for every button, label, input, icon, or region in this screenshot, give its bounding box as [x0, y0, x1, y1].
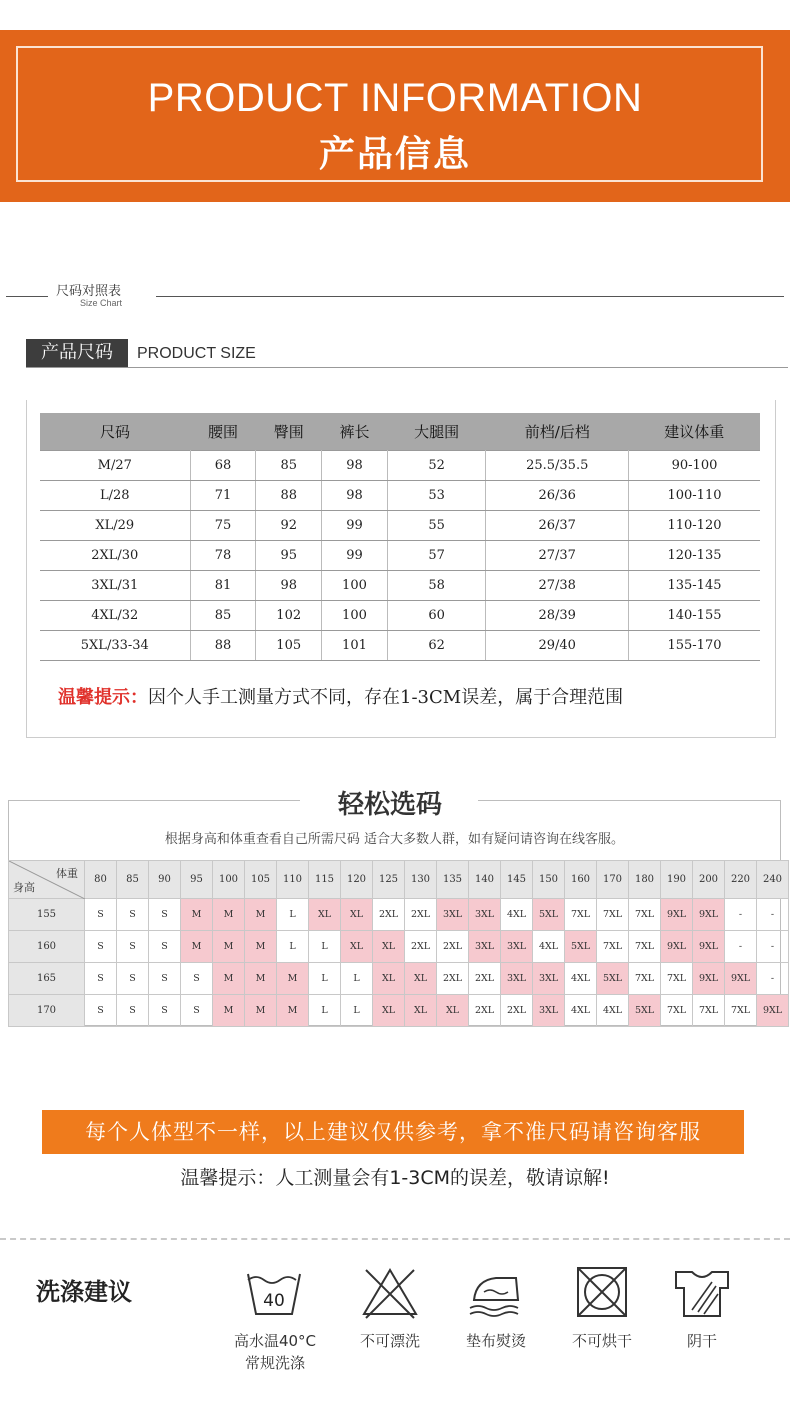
size-recommendation-cell: S — [85, 963, 117, 995]
size-table-cell: 95 — [256, 540, 322, 570]
size-recommendation-cell: 3XL — [437, 899, 469, 931]
size-recommendation-cell: S — [117, 995, 149, 1027]
size-recommendation-cell: 7XL — [597, 899, 629, 931]
wash-label-40 — [220, 1330, 330, 1374]
size-table-cell: 71 — [190, 480, 256, 510]
divider — [156, 296, 784, 297]
size-recommendation-cell: M — [181, 931, 213, 963]
table-row — [9, 931, 789, 963]
size-recommendation-cell: S — [181, 963, 213, 995]
weight-header-cell: 170 — [597, 861, 629, 899]
size-recommendation-cell: 3XL — [469, 899, 501, 931]
wash-label-no-dry: 不可烘干 — [571, 1332, 632, 1350]
size-recommendation-cell: S — [117, 931, 149, 963]
size-recommendation-cell: 2XL — [469, 963, 501, 995]
wash-label-line2: 常规洗涤 — [244, 1354, 305, 1372]
no-tumble-dry-icon — [572, 1264, 632, 1320]
size-recommendation-cell: 5XL — [533, 899, 565, 931]
table-row — [40, 510, 760, 540]
size-recommendation-cell: 5XL — [629, 995, 661, 1027]
size-recommendation-cell: 4XL — [533, 931, 565, 963]
size-table-header-cell: 尺码 — [40, 413, 190, 450]
product-size-label: 产品尺码 — [26, 339, 128, 367]
corner-height-label: 身高 — [13, 881, 35, 894]
size-table-cell: 98 — [322, 480, 388, 510]
wash-40-icon — [244, 1264, 304, 1320]
weight-header-cell: 80 — [85, 861, 117, 899]
size-recommendation-cell: S — [149, 995, 181, 1027]
easy-pick-description: 根据身高和体重查看自己所需尺码 适合大多数人群，如有疑问请咨询在线客服。 — [164, 832, 625, 847]
weight-header-cell: 100 — [213, 861, 245, 899]
height-header-cell: 170 — [9, 995, 85, 1027]
size-recommendation-cell: S — [181, 995, 213, 1027]
size-table-cell: 88 — [256, 480, 322, 510]
size-recommendation-cell: L — [309, 995, 341, 1027]
size-recommendation-cell: - — [725, 899, 757, 931]
size-recommendation-cell: M — [181, 899, 213, 931]
size-table-cell: 88 — [190, 630, 256, 660]
size-table-cell: 27/37 — [486, 540, 629, 570]
size-table-cell: 100 — [322, 600, 388, 630]
size-table-cell: 75 — [190, 510, 256, 540]
size-table-cell: 135-145 — [628, 570, 760, 600]
wash-label-line1: 高水温40°C — [233, 1332, 317, 1350]
size-table-header-cell: 裤长 — [322, 413, 388, 450]
size-table-cell: 100-110 — [628, 480, 760, 510]
washing-title: 洗涤建议 — [36, 1278, 132, 1306]
size-recommendation-cell: 3XL — [501, 963, 533, 995]
easy-pick-table — [8, 860, 789, 1027]
divider — [26, 367, 788, 368]
size-table-cell: 53 — [387, 480, 486, 510]
size-recommendation-cell: - — [757, 899, 789, 931]
wash-label-iron: 垫布熨烫 — [465, 1332, 526, 1350]
weight-header-row — [9, 861, 789, 899]
wash-label-shade-dry: 阴干 — [686, 1332, 717, 1350]
size-recommendation-cell: S — [149, 899, 181, 931]
size-table-cell: 25.5/35.5 — [486, 450, 629, 480]
size-table-cell: 98 — [256, 570, 322, 600]
size-recommendation-cell: 7XL — [693, 995, 725, 1027]
size-recommendation-cell: 3XL — [469, 931, 501, 963]
iron-with-cloth-icon — [466, 1264, 526, 1320]
weight-header-cell: 135 — [437, 861, 469, 899]
size-recommendation-cell: 7XL — [661, 995, 693, 1027]
size-recommendation-cell: L — [341, 963, 373, 995]
weight-header-cell: 160 — [565, 861, 597, 899]
size-recommendation-cell: XL — [373, 931, 405, 963]
notice-bar: 每个人体型不一样，以上建议仅供参考，拿不准尺码请咨询客服 — [42, 1110, 744, 1154]
size-table-cell: 5XL/33-34 — [40, 630, 190, 660]
size-table-cell: 27/38 — [486, 570, 629, 600]
size-recommendation-cell: S — [85, 931, 117, 963]
size-table-cell: 99 — [322, 510, 388, 540]
size-table-cell: 101 — [322, 630, 388, 660]
size-recommendation-cell: XL — [373, 995, 405, 1027]
table-row — [40, 480, 760, 510]
size-table-cell: 26/36 — [486, 480, 629, 510]
weight-header-cell: 120 — [341, 861, 373, 899]
dry-in-shade-icon — [672, 1264, 732, 1320]
size-table-cell: 60 — [387, 600, 486, 630]
size-recommendation-cell: 9XL — [757, 995, 789, 1027]
size-table-cell: 98 — [322, 450, 388, 480]
weight-header-cell: 110 — [277, 861, 309, 899]
size-recommendation-cell: XL — [405, 963, 437, 995]
weight-header-cell: 90 — [149, 861, 181, 899]
size-recommendation-cell: 9XL — [693, 931, 725, 963]
size-recommendation-cell: 7XL — [661, 963, 693, 995]
weight-header-cell: 105 — [245, 861, 277, 899]
size-recommendation-cell: 3XL — [533, 963, 565, 995]
size-recommendation-cell: S — [117, 899, 149, 931]
size-recommendation-cell: L — [309, 963, 341, 995]
size-table-header-row — [40, 413, 760, 450]
size-table-cell: 55 — [387, 510, 486, 540]
table-row — [40, 450, 760, 480]
weight-header-cell: 150 — [533, 861, 565, 899]
weight-header-cell: 240 — [757, 861, 789, 899]
size-table-cell: 100 — [322, 570, 388, 600]
size-recommendation-cell: 4XL — [565, 963, 597, 995]
size-table-cell: 120-135 — [628, 540, 760, 570]
size-table-cell: 92 — [256, 510, 322, 540]
size-recommendation-cell: M — [245, 963, 277, 995]
size-recommendation-cell: 7XL — [725, 995, 757, 1027]
size-chart-title: 尺码对照表 — [56, 284, 122, 299]
size-recommendation-cell: 3XL — [533, 995, 565, 1027]
size-recommendation-cell: XL — [405, 995, 437, 1027]
table-row — [9, 963, 789, 995]
weight-header-cell: 200 — [693, 861, 725, 899]
size-table-cell: L/28 — [40, 480, 190, 510]
size-table-cell: 110-120 — [628, 510, 760, 540]
size-recommendation-cell: 9XL — [661, 899, 693, 931]
size-table — [40, 413, 760, 661]
banner-title: PRODUCT INFORMATION — [147, 76, 643, 120]
banner-subtitle: 产品信息 — [318, 134, 471, 175]
size-recommendation-cell: L — [309, 931, 341, 963]
size-recommendation-cell: M — [277, 995, 309, 1027]
size-recommendation-cell: S — [149, 963, 181, 995]
table-row — [40, 600, 760, 630]
size-table-cell: 85 — [190, 600, 256, 630]
size-table-cell: 29/40 — [486, 630, 629, 660]
size-chart-subtitle: Size Chart — [80, 298, 123, 308]
size-table-header-cell: 腰围 — [190, 413, 256, 450]
size-recommendation-cell: 5XL — [565, 931, 597, 963]
height-header-cell: 165 — [9, 963, 85, 995]
height-header-cell: 155 — [9, 899, 85, 931]
wash-temperature: 40 — [263, 1291, 285, 1311]
size-table-cell: 4XL/32 — [40, 600, 190, 630]
size-recommendation-cell: 7XL — [597, 931, 629, 963]
size-recommendation-cell: XL — [373, 963, 405, 995]
wash-label-no-bleach: 不可漂洗 — [359, 1332, 420, 1350]
size-recommendation-cell: XL — [309, 899, 341, 931]
size-tip-label: 温馨提示： — [58, 687, 148, 708]
size-recommendation-cell: 9XL — [693, 963, 725, 995]
size-table-cell: 85 — [256, 450, 322, 480]
size-recommendation-cell: S — [117, 963, 149, 995]
size-recommendation-cell: 2XL — [405, 931, 437, 963]
size-recommendation-cell: 2XL — [405, 899, 437, 931]
size-recommendation-cell: 2XL — [469, 995, 501, 1027]
size-recommendation-cell: 4XL — [501, 899, 533, 931]
size-table-cell: 26/37 — [486, 510, 629, 540]
size-table-cell: 155-170 — [628, 630, 760, 660]
table-row — [9, 899, 789, 931]
size-table-cell: 58 — [387, 570, 486, 600]
divider — [6, 296, 48, 297]
size-table-cell: 105 — [256, 630, 322, 660]
no-bleach-icon — [360, 1264, 420, 1320]
size-recommendation-cell: 7XL — [629, 963, 661, 995]
size-recommendation-cell: M — [277, 963, 309, 995]
size-recommendation-cell: 2XL — [501, 995, 533, 1027]
size-recommendation-cell: 9XL — [693, 899, 725, 931]
height-header-cell: 160 — [9, 931, 85, 963]
size-recommendation-cell: - — [757, 931, 789, 963]
weight-header-cell: 125 — [373, 861, 405, 899]
size-table-cell: 81 — [190, 570, 256, 600]
size-recommendation-cell: - — [725, 931, 757, 963]
size-recommendation-cell: S — [85, 899, 117, 931]
size-recommendation-cell: 7XL — [629, 931, 661, 963]
weight-header-cell: 95 — [181, 861, 213, 899]
weight-header-cell: 85 — [117, 861, 149, 899]
size-recommendation-cell: L — [277, 899, 309, 931]
size-table-cell: 3XL/31 — [40, 570, 190, 600]
size-recommendation-cell: 7XL — [629, 899, 661, 931]
size-recommendation-cell: M — [245, 995, 277, 1027]
size-recommendation-cell: 4XL — [565, 995, 597, 1027]
size-recommendation-cell: M — [213, 963, 245, 995]
weight-header-cell: 140 — [469, 861, 501, 899]
size-table-cell: 99 — [322, 540, 388, 570]
table-row — [40, 540, 760, 570]
size-recommendation-cell: 2XL — [437, 931, 469, 963]
size-recommendation-cell: M — [245, 931, 277, 963]
size-table-cell: 52 — [387, 450, 486, 480]
size-tip-text: 因个人手工测量方式不同，存在1-3CM误差，属于合理范围 — [148, 687, 624, 708]
size-recommendation-cell: XL — [437, 995, 469, 1027]
size-table-cell: 140-155 — [628, 600, 760, 630]
size-table-cell: 68 — [190, 450, 256, 480]
weight-header-cell: 145 — [501, 861, 533, 899]
size-tip — [58, 683, 623, 709]
size-table-header-cell: 臀围 — [256, 413, 322, 450]
weight-header-cell: 115 — [309, 861, 341, 899]
size-recommendation-cell: - — [757, 963, 789, 995]
weight-header-cell: 180 — [629, 861, 661, 899]
size-table-cell: XL/29 — [40, 510, 190, 540]
size-recommendation-cell: M — [213, 931, 245, 963]
table-row — [9, 995, 789, 1027]
table-row — [40, 570, 760, 600]
table-row — [40, 630, 760, 660]
size-recommendation-cell: L — [341, 995, 373, 1027]
size-recommendation-cell: 2XL — [437, 963, 469, 995]
size-recommendation-cell: M — [213, 995, 245, 1027]
weight-header-cell: 190 — [661, 861, 693, 899]
size-recommendation-cell: L — [277, 931, 309, 963]
size-table-cell: M/27 — [40, 450, 190, 480]
size-recommendation-cell: 9XL — [661, 931, 693, 963]
size-recommendation-cell: 4XL — [597, 995, 629, 1027]
size-recommendation-cell: 7XL — [565, 899, 597, 931]
size-table-cell: 62 — [387, 630, 486, 660]
size-table-header-cell: 前档/后档 — [486, 413, 629, 450]
size-recommendation-cell: S — [85, 995, 117, 1027]
size-table-cell: 90-100 — [628, 450, 760, 480]
size-table-cell: 57 — [387, 540, 486, 570]
size-table-cell: 2XL/30 — [40, 540, 190, 570]
easy-pick-title: 轻松选码 — [337, 790, 442, 820]
corner-weight-label: 体重 — [56, 867, 78, 880]
weight-header-cell: 130 — [405, 861, 437, 899]
size-recommendation-cell: XL — [341, 899, 373, 931]
weight-header-cell: 220 — [725, 861, 757, 899]
size-table-cell: 78 — [190, 540, 256, 570]
size-recommendation-cell: M — [245, 899, 277, 931]
size-table-cell: 28/39 — [486, 600, 629, 630]
size-table-header-cell: 建议体重 — [628, 413, 760, 450]
product-size-label-en: PRODUCT SIZE — [137, 345, 256, 362]
size-table-header-cell: 大腿围 — [387, 413, 486, 450]
dashed-divider — [0, 1238, 790, 1240]
size-recommendation-cell: M — [213, 899, 245, 931]
size-recommendation-cell: 3XL — [501, 931, 533, 963]
table-corner — [9, 861, 85, 899]
notice-tip: 温馨提示：人工测量会有1-3CM的误差，敬请谅解! — [180, 1167, 610, 1189]
product-info-banner — [0, 30, 790, 202]
size-recommendation-cell: 5XL — [597, 963, 629, 995]
size-recommendation-cell: XL — [341, 931, 373, 963]
size-recommendation-cell: 9XL — [725, 963, 757, 995]
size-recommendation-cell: 2XL — [373, 899, 405, 931]
size-recommendation-cell: S — [149, 931, 181, 963]
size-table-cell: 102 — [256, 600, 322, 630]
